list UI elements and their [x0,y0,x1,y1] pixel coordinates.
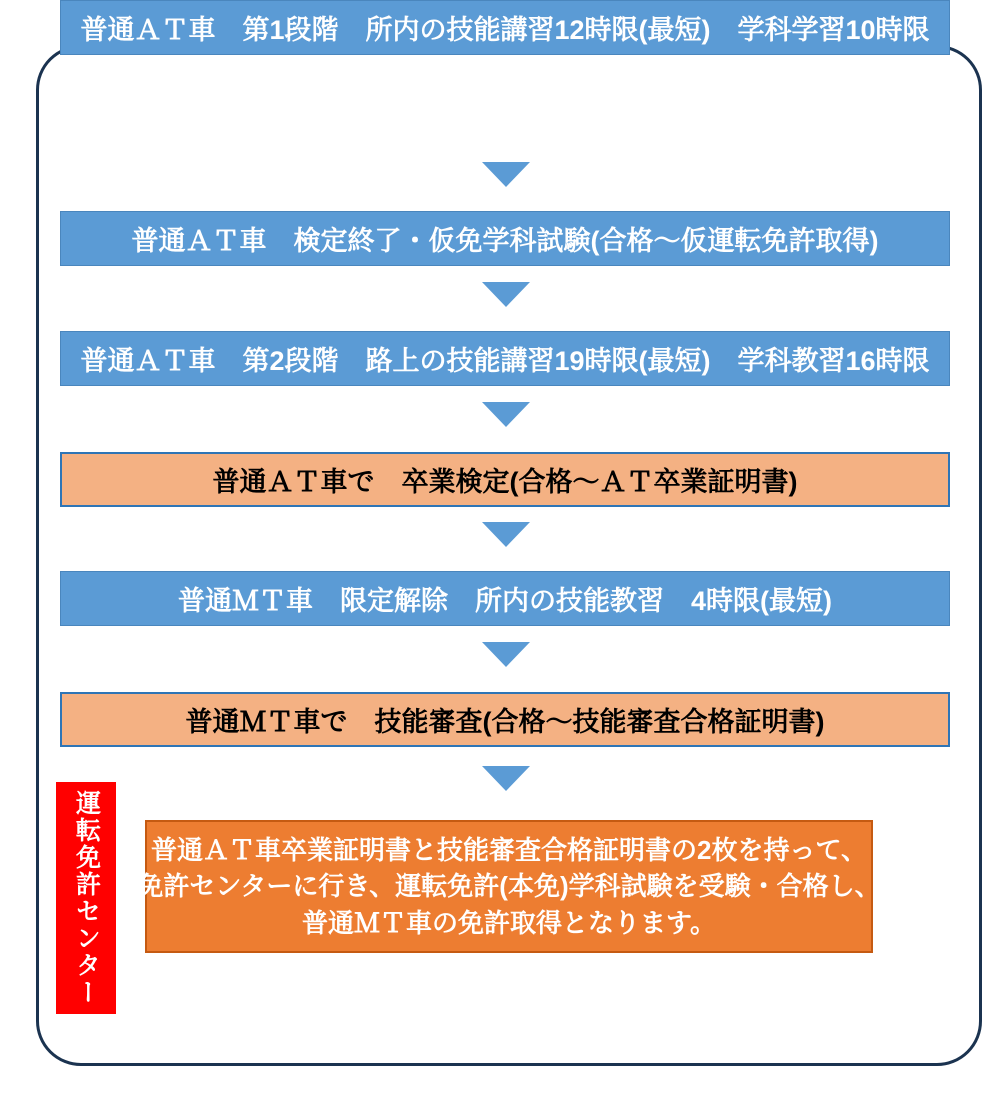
final-note-line-3: 普通ＭＴ車の免許取得となります。 [302,907,716,938]
arrow-down-icon [482,766,530,791]
final-note-box [137,820,881,953]
flow-step-4-at-graduation-exam: 普通ＡＴ車で 卒業検定(合格～ＡＴ卒業証明書) [60,452,950,507]
flow-step-2-at-provisional-exam: 普通ＡＴ車 検定終了・仮免学科試験(合格～仮運転免許取得) [60,211,950,266]
license-center-vertical-label: 運転免許センター [56,782,116,1014]
arrow-down-icon [482,162,530,187]
flow-step-6-mt-skill-review: 普通ＭＴ車で 技能審査(合格～技能審査合格証明書) [60,692,950,747]
arrow-down-icon [482,642,530,667]
arrow-down-icon [482,402,530,427]
arrow-down-icon [482,522,530,547]
flow-step-5-mt-limited-release: 普通ＭＴ車 限定解除 所内の技能教習 4時限(最短) [60,571,950,626]
final-note-line-2: 免許センターに行き、運転免許(本免)学科試験を受験・合格し、 [137,871,881,902]
flow-step-1-at-stage1: 普通ＡＴ車 第1段階 所内の技能講習12時限(最短) 学科学習10時限 [60,0,950,55]
flow-step-3-at-stage2: 普通ＡＴ車 第2段階 路上の技能講習19時限(最短) 学科教習16時限 [60,331,950,386]
arrow-down-icon [482,282,530,307]
final-note-line-1: 普通ＡＴ車卒業証明書と技能審査合格証明書の2枚を持って、 [151,834,867,865]
